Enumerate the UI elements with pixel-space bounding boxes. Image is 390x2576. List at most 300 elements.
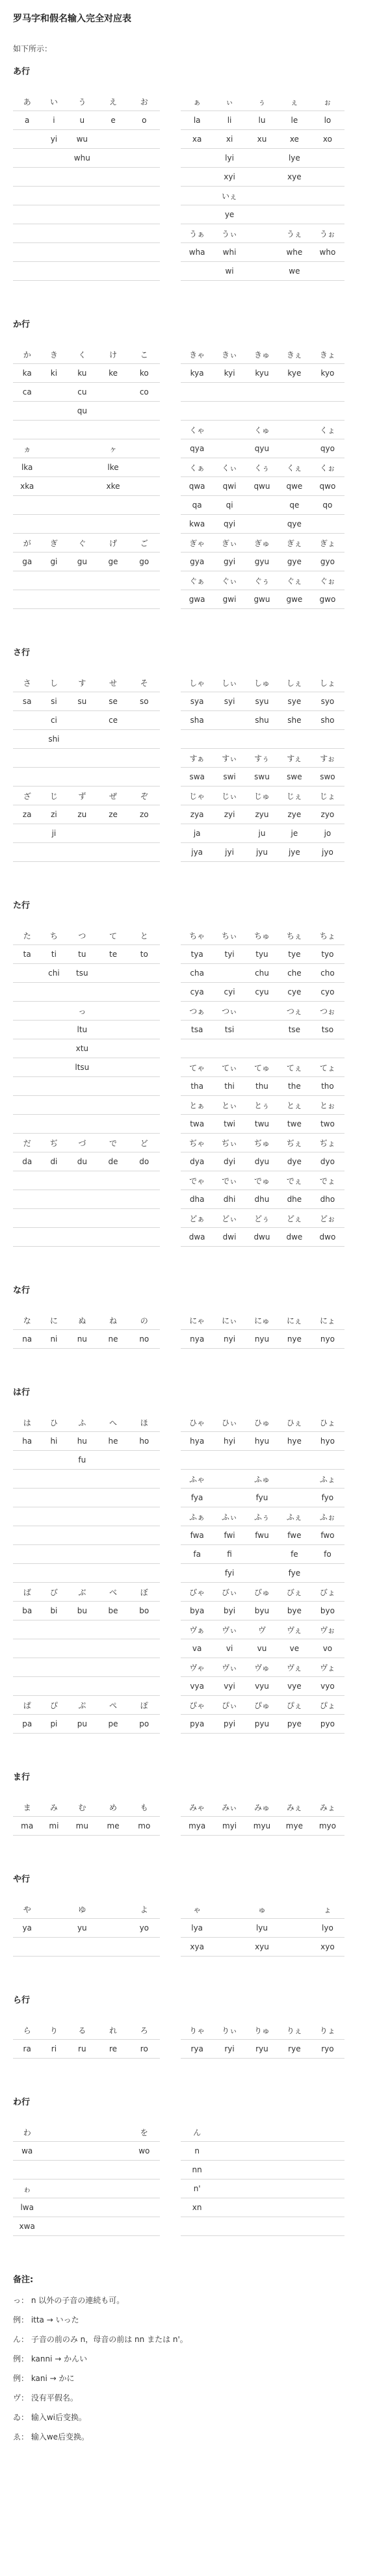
kana-cell: dwu xyxy=(246,1228,278,1247)
kana-cell: fwe xyxy=(278,1526,311,1545)
kana-cell: すぇ xyxy=(278,749,311,768)
kana-cell: ふ xyxy=(66,1413,98,1432)
notes-title: 备注: xyxy=(13,2275,34,2285)
kana-cell: ふぉ xyxy=(311,1507,344,1526)
kana-cell xyxy=(311,262,344,281)
kana-cell: nn xyxy=(181,2161,213,2179)
table-row xyxy=(13,168,344,187)
kana-cell xyxy=(98,1451,129,1470)
note-line: っ： n 以外の子音の連続も可。 xyxy=(13,2296,125,2305)
kana-cell: とぅ xyxy=(246,1096,278,1115)
kana-cell xyxy=(278,1938,311,1957)
kana-cell: le xyxy=(278,111,311,130)
kana-cell: twa xyxy=(181,1115,213,1134)
kana-table xyxy=(13,1798,344,1836)
kana-cell: む xyxy=(66,1798,98,1817)
kana-cell xyxy=(129,1451,160,1470)
kana-cell: みぇ xyxy=(278,1798,311,1817)
kana-cell xyxy=(41,1938,66,1957)
kana-cell: ち xyxy=(41,926,66,945)
kana-cell: zyi xyxy=(213,805,246,824)
kana-cell: cyi xyxy=(213,983,246,1002)
table-row xyxy=(13,730,344,749)
kana-cell xyxy=(129,187,160,205)
kana-cell xyxy=(129,496,160,515)
spacer-cell xyxy=(160,477,181,496)
kana-cell xyxy=(129,1190,160,1209)
kana-cell: ちゅ xyxy=(246,926,278,945)
kana-cell: ぎぇ xyxy=(278,534,311,553)
kana-cell xyxy=(41,2217,66,2236)
kana-cell xyxy=(66,205,98,224)
kana-cell: di xyxy=(41,1152,66,1171)
kana-cell: う xyxy=(66,92,98,111)
kana-cell xyxy=(98,149,129,168)
kana-cell: zye xyxy=(278,805,311,824)
kana-cell xyxy=(213,402,246,421)
kana-cell: sho xyxy=(311,711,344,730)
table-row xyxy=(13,824,344,843)
table-row xyxy=(13,383,344,402)
kana-cell xyxy=(13,1639,41,1658)
kana-cell: みゅ xyxy=(246,1798,278,1817)
kana-cell xyxy=(66,1526,98,1545)
kana-cell: pya xyxy=(181,1715,213,1734)
kana-cell: ぢょ xyxy=(311,1134,344,1152)
kana-cell: ど xyxy=(129,1134,160,1152)
kana-cell: すぉ xyxy=(311,749,344,768)
kana-cell: ru xyxy=(66,2040,98,2059)
kana-cell xyxy=(311,187,344,205)
kana-cell: てょ xyxy=(311,1058,344,1077)
kana-cell: xke xyxy=(98,477,129,496)
kana-cell: gye xyxy=(278,553,311,571)
kana-cell: jya xyxy=(181,843,213,862)
kana-cell: na xyxy=(13,1330,41,1349)
kana-cell: ma xyxy=(13,1817,41,1836)
kana-cell: ri xyxy=(41,2040,66,2059)
kana-cell: gwe xyxy=(278,590,311,609)
kana-cell: byo xyxy=(311,1602,344,1620)
kana-cell: ふゅ xyxy=(246,1470,278,1489)
kana-cell xyxy=(246,1564,278,1583)
kana-cell: きぇ xyxy=(278,345,311,364)
kana-cell: fwu xyxy=(246,1526,278,1545)
kana-cell: hye xyxy=(278,1432,311,1451)
table-row xyxy=(13,926,344,945)
kana-cell: qyo xyxy=(311,439,344,458)
kana-cell: vyo xyxy=(311,1677,344,1696)
spacer-cell xyxy=(160,1190,181,1209)
spacer-cell xyxy=(160,1658,181,1677)
spacer-cell xyxy=(160,983,181,1002)
kana-cell xyxy=(98,2217,129,2236)
kana-cell: くゅ xyxy=(246,421,278,439)
section-9 xyxy=(13,1993,377,2059)
kana-cell xyxy=(66,824,98,843)
kana-cell xyxy=(311,1564,344,1583)
kana-cell: きょ xyxy=(311,345,344,364)
kana-cell: うぁ xyxy=(181,224,213,243)
kana-cell: も xyxy=(129,1798,160,1817)
table-row xyxy=(13,1677,344,1696)
kana-cell: どぅ xyxy=(246,1209,278,1228)
note-line: ヴ： 没有平假名。 xyxy=(13,2393,78,2402)
kana-cell: が xyxy=(13,534,41,553)
kana-cell: ぜ xyxy=(98,787,129,805)
kana-cell xyxy=(41,1002,66,1021)
table-row xyxy=(13,571,344,590)
table-row xyxy=(13,1190,344,1209)
kana-cell: lka xyxy=(13,458,41,477)
kana-cell: ぐぃ xyxy=(213,571,246,590)
spacer-cell xyxy=(160,824,181,843)
kana-cell xyxy=(13,1470,41,1489)
table-row xyxy=(13,590,344,609)
kana-cell xyxy=(13,749,41,768)
kana-cell: fo xyxy=(311,1545,344,1564)
kana-cell: みぃ xyxy=(213,1798,246,1817)
kana-cell: tso xyxy=(311,1021,344,1039)
kana-cell: n' xyxy=(181,2179,213,2198)
kana-cell xyxy=(129,1489,160,1507)
kana-cell: ga xyxy=(13,553,41,571)
kana-cell: yi xyxy=(41,130,66,149)
kana-cell xyxy=(66,2179,98,2198)
kana-cell: kyi xyxy=(213,364,246,383)
kana-cell: ぎゃ xyxy=(181,534,213,553)
kana-cell: りょ xyxy=(311,2021,344,2040)
kana-cell: しぃ xyxy=(213,673,246,692)
kana-cell xyxy=(98,1190,129,1209)
kana-cell xyxy=(98,1658,129,1677)
table-row xyxy=(13,1938,344,1957)
kana-cell xyxy=(213,1938,246,1957)
kana-cell xyxy=(66,1190,98,1209)
kana-cell xyxy=(129,571,160,590)
kana-cell xyxy=(213,1900,246,1919)
kana-cell xyxy=(278,1900,311,1919)
kana-cell: myi xyxy=(213,1817,246,1836)
kana-cell xyxy=(66,168,98,187)
spacer-cell xyxy=(160,692,181,711)
spacer-cell xyxy=(160,945,181,964)
kana-cell xyxy=(13,1115,41,1134)
kana-cell xyxy=(98,1526,129,1545)
table-row xyxy=(13,515,344,534)
kana-cell: che xyxy=(278,964,311,983)
kana-cell: ゎ xyxy=(13,2179,41,2198)
spacer-cell xyxy=(160,1715,181,1734)
spacer-cell xyxy=(160,1096,181,1115)
section-7 xyxy=(13,1770,377,1836)
kana-cell: ぃ xyxy=(213,92,246,111)
kana-cell: りぃ xyxy=(213,2021,246,2040)
kana-cell: びゃ xyxy=(181,1583,213,1602)
kana-cell: ひゃ xyxy=(181,1413,213,1432)
kana-cell: xka xyxy=(13,477,41,496)
kana-cell: ye xyxy=(213,205,246,224)
kana-cell: とぃ xyxy=(213,1096,246,1115)
kana-cell: ゆ xyxy=(66,1900,98,1919)
kana-cell: にゅ xyxy=(246,1311,278,1330)
kana-cell: xn xyxy=(181,2198,213,2217)
kana-cell: fwo xyxy=(311,1526,344,1545)
kana-cell xyxy=(41,571,66,590)
spacer-cell xyxy=(160,1696,181,1715)
kana-cell xyxy=(66,1564,98,1583)
kana-cell: fyo xyxy=(311,1489,344,1507)
kana-cell xyxy=(213,2123,246,2142)
kana-cell: とぉ xyxy=(311,1096,344,1115)
kana-cell: vyu xyxy=(246,1677,278,1696)
kana-cell: pa xyxy=(13,1715,41,1734)
kana-cell xyxy=(311,2217,344,2236)
table-row xyxy=(13,458,344,477)
kana-cell xyxy=(98,1489,129,1507)
intro-text: 如下所示： xyxy=(13,44,53,53)
kana-cell: li xyxy=(213,111,246,130)
kana-cell: nyi xyxy=(213,1330,246,1349)
kana-cell xyxy=(129,1545,160,1564)
kana-cell: xo xyxy=(311,130,344,149)
section-2 xyxy=(13,317,377,609)
kana-cell: ん xyxy=(181,2123,213,2142)
table-row xyxy=(13,477,344,496)
kana-cell: き xyxy=(41,345,66,364)
kana-cell: ヴゃ xyxy=(181,1658,213,1677)
kana-cell: と xyxy=(129,926,160,945)
table-row xyxy=(13,1330,344,1349)
kana-cell xyxy=(181,730,213,749)
table-row xyxy=(13,983,344,1002)
kana-cell: vu xyxy=(246,1639,278,1658)
kana-cell: でぃ xyxy=(213,1171,246,1190)
kana-cell xyxy=(129,1639,160,1658)
kana-cell xyxy=(98,1039,129,1058)
spacer-cell xyxy=(160,1545,181,1564)
kana-cell xyxy=(181,1039,213,1058)
kana-cell: ぐ xyxy=(66,534,98,553)
kana-cell xyxy=(311,730,344,749)
kana-cell: ra xyxy=(13,2040,41,2059)
kana-cell: ぴぃ xyxy=(213,1696,246,1715)
kana-cell xyxy=(98,168,129,187)
spacer-cell xyxy=(160,1077,181,1096)
kana-cell: lya xyxy=(181,1919,213,1938)
kana-cell xyxy=(41,2123,66,2142)
kana-cell: vi xyxy=(213,1639,246,1658)
spacer-cell xyxy=(160,787,181,805)
kana-cell xyxy=(129,477,160,496)
table-row xyxy=(13,2179,344,2198)
table-row xyxy=(13,243,344,262)
spacer-cell xyxy=(160,262,181,281)
kana-cell: ちぇ xyxy=(278,926,311,945)
kana-cell: re xyxy=(98,2040,129,2059)
kana-cell xyxy=(66,1171,98,1190)
kana-cell xyxy=(311,402,344,421)
spacer-cell xyxy=(160,1002,181,1021)
kana-cell xyxy=(98,983,129,1002)
kana-cell: bo xyxy=(129,1602,160,1620)
kana-cell: yo xyxy=(129,1919,160,1938)
kana-cell: ぢ xyxy=(41,1134,66,1152)
spacer-cell xyxy=(160,1798,181,1817)
spacer-cell xyxy=(160,1171,181,1190)
kana-cell xyxy=(41,2142,66,2161)
kana-cell: ぴょ xyxy=(311,1696,344,1715)
spacer-cell xyxy=(160,1938,181,1957)
kana-cell: みゃ xyxy=(181,1798,213,1817)
kana-cell: てぃ xyxy=(213,1058,246,1077)
table-row xyxy=(13,1413,344,1432)
kana-cell xyxy=(246,1002,278,1021)
kana-cell: zyo xyxy=(311,805,344,824)
kana-cell xyxy=(98,187,129,205)
table-row xyxy=(13,1507,344,1526)
spacer-cell xyxy=(160,130,181,149)
kana-cell: え xyxy=(98,92,129,111)
kana-cell: しゅ xyxy=(246,673,278,692)
kana-cell: は xyxy=(13,1413,41,1432)
kana-cell xyxy=(129,1039,160,1058)
kana-cell xyxy=(213,439,246,458)
kana-cell xyxy=(66,749,98,768)
kana-cell: xye xyxy=(278,168,311,187)
kana-cell xyxy=(41,205,66,224)
table-row xyxy=(13,964,344,983)
kana-cell xyxy=(13,711,41,730)
spacer-cell xyxy=(160,1489,181,1507)
kana-cell: pyo xyxy=(311,1715,344,1734)
kana-cell xyxy=(13,130,41,149)
kana-cell xyxy=(213,2161,246,2179)
spacer-cell xyxy=(160,345,181,364)
kana-cell: ちゃ xyxy=(181,926,213,945)
kana-cell: ho xyxy=(129,1432,160,1451)
section-1 xyxy=(13,64,377,281)
table-row xyxy=(13,1002,344,1021)
kana-cell: びゅ xyxy=(246,1583,278,1602)
kana-cell: ヴ xyxy=(246,1620,278,1639)
spacer-cell xyxy=(160,1919,181,1938)
spacer-cell xyxy=(160,1330,181,1349)
kana-cell: づ xyxy=(66,1134,98,1152)
kana-cell xyxy=(98,1639,129,1658)
kana-cell xyxy=(41,1039,66,1058)
spacer-cell xyxy=(160,768,181,787)
kana-cell: hyo xyxy=(311,1432,344,1451)
kana-cell xyxy=(213,2217,246,2236)
kana-cell xyxy=(129,1526,160,1545)
kana-cell xyxy=(66,2161,98,2179)
kana-cell: jyo xyxy=(311,843,344,862)
spacer-cell xyxy=(160,590,181,609)
kana-cell xyxy=(246,2198,278,2217)
kana-cell xyxy=(129,130,160,149)
kana-cell xyxy=(278,2142,311,2161)
kana-cell: dhe xyxy=(278,1190,311,1209)
kana-cell: わ xyxy=(13,2123,41,2142)
kana-cell: no xyxy=(129,1330,160,1349)
kana-cell: どぇ xyxy=(278,1209,311,1228)
kana-cell: ヴぃ xyxy=(213,1620,246,1639)
kana-cell: wo xyxy=(129,2142,160,2161)
kana-cell: ひぃ xyxy=(213,1413,246,1432)
kana-cell xyxy=(13,421,41,439)
kana-cell: ぢゃ xyxy=(181,1134,213,1152)
kana-cell xyxy=(41,262,66,281)
spacer-cell xyxy=(160,187,181,205)
kana-cell xyxy=(66,2123,98,2142)
kana-cell: wha xyxy=(181,243,213,262)
kana-cell: mya xyxy=(181,1817,213,1836)
section-title: や行 xyxy=(13,1875,31,1884)
kana-cell: sa xyxy=(13,692,41,711)
kana-cell: bye xyxy=(278,1602,311,1620)
kana-cell: にぃ xyxy=(213,1311,246,1330)
table-row xyxy=(13,1058,344,1077)
note-line: ん： 子音の前のみ n，母音の前は nn または n'。 xyxy=(13,2335,188,2344)
kana-cell xyxy=(98,2142,129,2161)
kana-cell: sha xyxy=(181,711,213,730)
kana-cell xyxy=(129,243,160,262)
kana-cell: にょ xyxy=(311,1311,344,1330)
kana-cell: ぽ xyxy=(129,1696,160,1715)
kana-table xyxy=(13,673,344,862)
kana-cell: da xyxy=(13,1152,41,1171)
kana-cell xyxy=(98,1171,129,1190)
table-row xyxy=(13,749,344,768)
kana-cell: つぉ xyxy=(311,1002,344,1021)
kana-cell: ま xyxy=(13,1798,41,1817)
spacer-cell xyxy=(160,1039,181,1058)
kana-cell: く xyxy=(66,345,98,364)
kana-cell: ze xyxy=(98,805,129,824)
kana-cell: びぇ xyxy=(278,1583,311,1602)
kana-cell xyxy=(41,1489,66,1507)
kana-cell: け xyxy=(98,345,129,364)
table-row xyxy=(13,1171,344,1190)
kana-cell xyxy=(181,2217,213,2236)
kana-cell: とぇ xyxy=(278,1096,311,1115)
kana-cell: yu xyxy=(66,1919,98,1938)
table-row xyxy=(13,768,344,787)
kana-cell xyxy=(41,149,66,168)
kana-cell xyxy=(98,402,129,421)
kana-cell xyxy=(129,2217,160,2236)
kana-cell: どぁ xyxy=(181,1209,213,1228)
kana-cell: whi xyxy=(213,243,246,262)
kana-cell xyxy=(41,1190,66,1209)
kana-cell xyxy=(98,1209,129,1228)
table-row xyxy=(13,2142,344,2161)
kana-cell xyxy=(41,1470,66,1489)
section-title: な行 xyxy=(13,1286,31,1295)
kana-cell xyxy=(213,2198,246,2217)
kana-cell xyxy=(13,1526,41,1545)
kana-cell: ni xyxy=(41,1330,66,1349)
table-row xyxy=(13,787,344,805)
kana-cell: てぇ xyxy=(278,1058,311,1077)
kana-cell xyxy=(66,187,98,205)
kana-cell: the xyxy=(278,1077,311,1096)
kana-cell xyxy=(98,1564,129,1583)
kana-cell xyxy=(13,1096,41,1115)
kana-cell: ぴぇ xyxy=(278,1696,311,1715)
kana-cell xyxy=(13,1190,41,1209)
